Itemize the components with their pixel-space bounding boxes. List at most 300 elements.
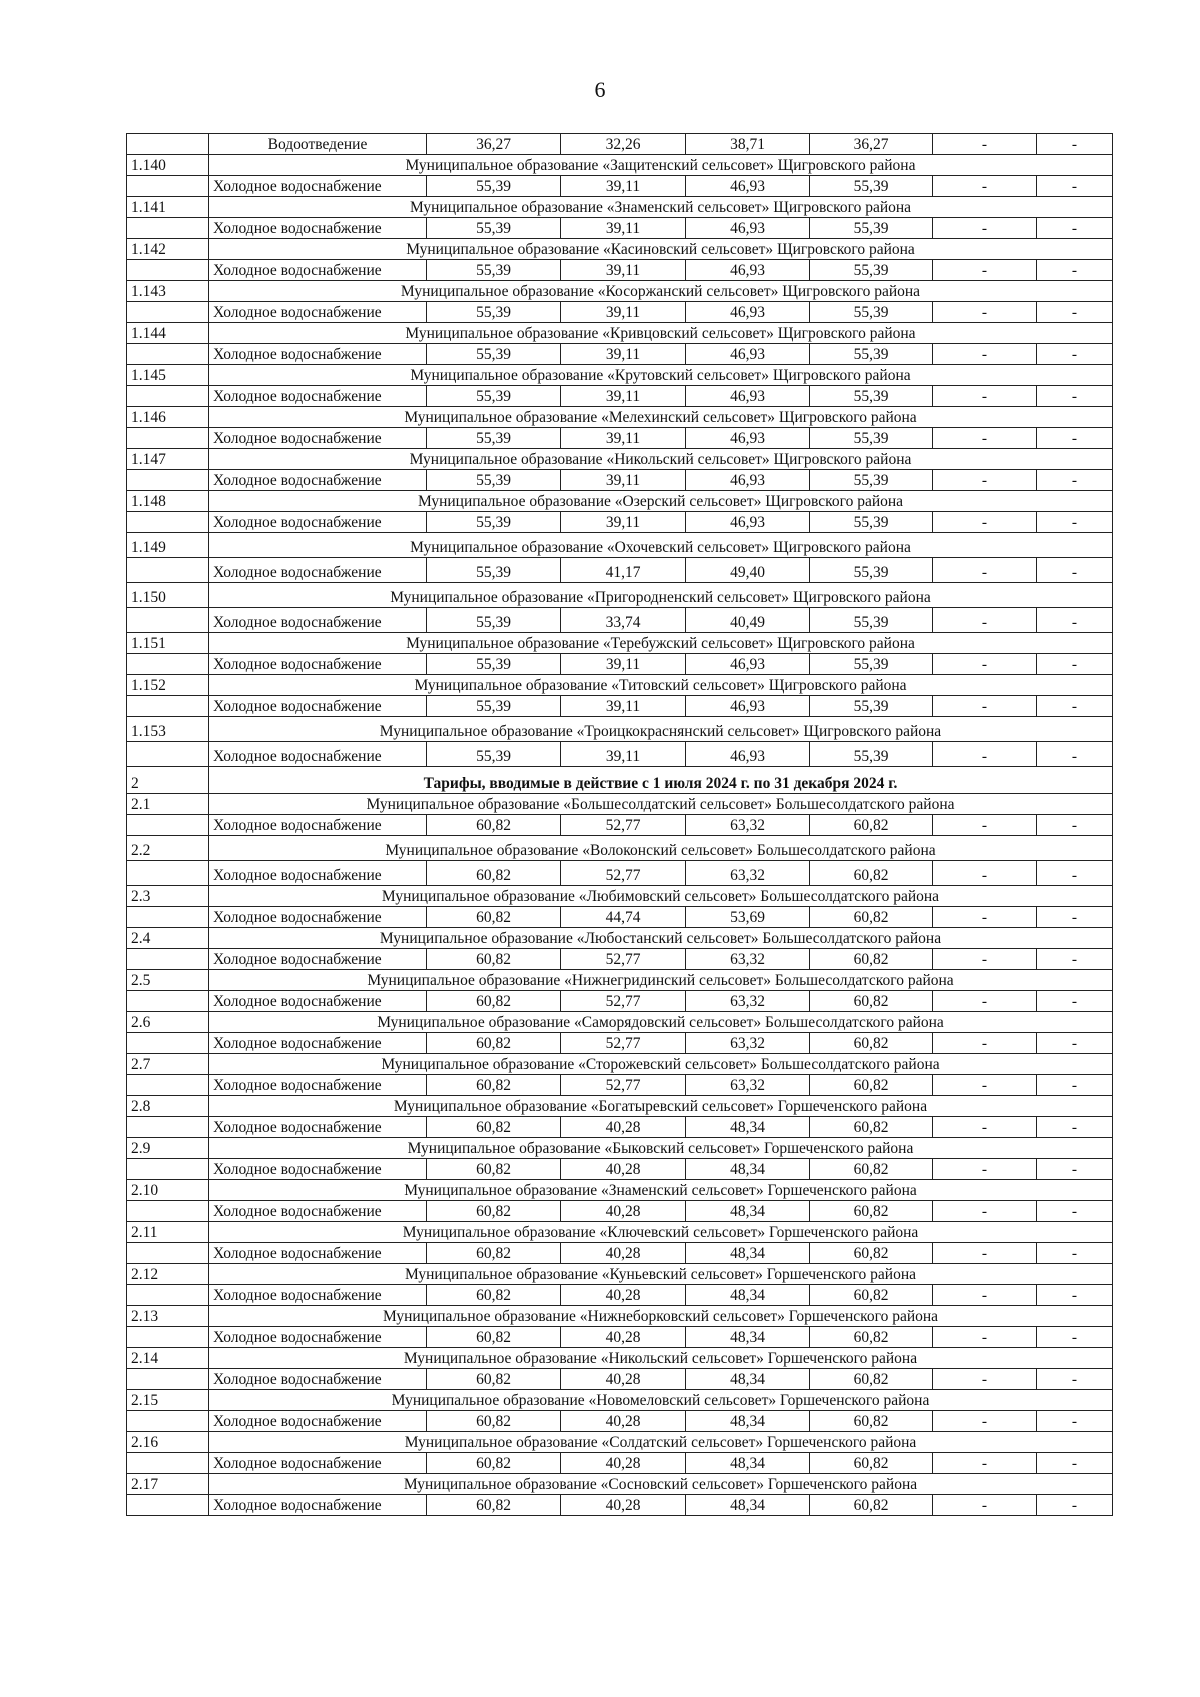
tariff-row xyxy=(127,1369,1113,1390)
municipality-title-cell: Муниципальное образование «Волоконский сельсовет» Большесолдатского района xyxy=(209,836,1113,861)
service-cell: Холодное водоснабжение xyxy=(209,176,427,197)
row-number-cell xyxy=(127,1495,209,1516)
value-cell: - xyxy=(1037,558,1113,583)
value-cell: 40,28 xyxy=(561,1369,686,1390)
row-number-cell xyxy=(127,386,209,407)
value-cell: - xyxy=(1037,991,1113,1012)
row-number-cell: 2.14 xyxy=(127,1348,209,1369)
value-cell: - xyxy=(933,302,1037,323)
value-cell: 60,82 xyxy=(427,815,561,836)
service-cell: Холодное водоснабжение xyxy=(209,512,427,533)
value-cell: 36,27 xyxy=(427,134,561,155)
tariff-row xyxy=(127,654,1113,675)
value-cell: 46,93 xyxy=(686,470,810,491)
municipality-title-cell: Муниципальное образование «Озерский сельсовет» Щигровского района xyxy=(209,491,1113,512)
service-cell: Холодное водоснабжение xyxy=(209,470,427,491)
value-cell: 60,82 xyxy=(810,1243,933,1264)
municipality-heading-row xyxy=(127,239,1113,260)
value-cell: - xyxy=(1037,512,1113,533)
municipality-title-cell: Муниципальное образование «Касиновский сельсовет» Щигровского района xyxy=(209,239,1113,260)
value-cell: 46,93 xyxy=(686,302,810,323)
value-cell: 46,93 xyxy=(686,176,810,197)
municipality-title-cell: Муниципальное образование «Любимовский сельсовет» Большесолдатского района xyxy=(209,886,1113,907)
value-cell: 46,93 xyxy=(686,386,810,407)
tariff-row xyxy=(127,512,1113,533)
tariff-row xyxy=(127,1495,1113,1516)
tariff-row xyxy=(127,608,1113,633)
value-cell: - xyxy=(1037,1285,1113,1306)
service-cell: Холодное водоснабжение xyxy=(209,742,427,767)
tariff-row xyxy=(127,344,1113,365)
value-cell: - xyxy=(933,907,1037,928)
municipality-title-cell: Муниципальное образование «Быковский сельсовет» Горшеченского района xyxy=(209,1138,1113,1159)
value-cell: - xyxy=(933,386,1037,407)
value-cell: - xyxy=(933,260,1037,281)
value-cell: - xyxy=(933,558,1037,583)
value-cell: - xyxy=(1037,260,1113,281)
value-cell: 39,11 xyxy=(561,176,686,197)
municipality-title-cell: Муниципальное образование «Титовский сельсовет» Щигровского района xyxy=(209,675,1113,696)
value-cell: - xyxy=(933,1369,1037,1390)
row-number-cell: 2.5 xyxy=(127,970,209,991)
value-cell: 60,82 xyxy=(810,1285,933,1306)
value-cell: 55,39 xyxy=(810,470,933,491)
value-cell: - xyxy=(1037,1201,1113,1222)
value-cell: 39,11 xyxy=(561,428,686,449)
value-cell: - xyxy=(1037,696,1113,717)
value-cell: - xyxy=(933,1159,1037,1180)
value-cell: 55,39 xyxy=(427,260,561,281)
value-cell: 40,28 xyxy=(561,1201,686,1222)
value-cell: 46,93 xyxy=(686,428,810,449)
municipality-heading-row xyxy=(127,1432,1113,1453)
value-cell: - xyxy=(1037,302,1113,323)
service-cell: Холодное водоснабжение xyxy=(209,558,427,583)
value-cell: 60,82 xyxy=(427,1201,561,1222)
value-cell: - xyxy=(1037,1243,1113,1264)
value-cell: - xyxy=(933,134,1037,155)
value-cell: 44,74 xyxy=(561,907,686,928)
service-cell: Холодное водоснабжение xyxy=(209,991,427,1012)
value-cell: - xyxy=(1037,907,1113,928)
municipality-title-cell: Муниципальное образование «Пригородненский сельсовет» Щигровского района xyxy=(209,583,1113,608)
value-cell: 55,39 xyxy=(810,218,933,239)
municipality-heading-row xyxy=(127,1264,1113,1285)
tariff-row xyxy=(127,386,1113,407)
value-cell: - xyxy=(1037,1075,1113,1096)
value-cell: 48,34 xyxy=(686,1411,810,1432)
service-cell: Холодное водоснабжение xyxy=(209,1117,427,1138)
tariff-row xyxy=(127,815,1113,836)
municipality-title-cell: Муниципальное образование «Знаменский сельсовет» Щигровского района xyxy=(209,197,1113,218)
section-title-cell: Тарифы, вводимые в действие с 1 июля 2024 г. по 31 декабря 2024 г. xyxy=(209,767,1113,794)
municipality-heading-row xyxy=(127,323,1113,344)
municipality-heading-row xyxy=(127,1096,1113,1117)
value-cell: 55,39 xyxy=(427,470,561,491)
value-cell: 52,77 xyxy=(561,1075,686,1096)
municipality-heading-row xyxy=(127,717,1113,742)
value-cell: 60,82 xyxy=(810,1033,933,1054)
municipality-title-cell: Муниципальное образование «Крутовский сельсовет» Щигровского района xyxy=(209,365,1113,386)
tariff-row xyxy=(127,907,1113,928)
value-cell: - xyxy=(1037,815,1113,836)
value-cell: 39,11 xyxy=(561,470,686,491)
value-cell: 39,11 xyxy=(561,654,686,675)
tariff-row xyxy=(127,1033,1113,1054)
tariff-row xyxy=(127,1285,1113,1306)
value-cell: 40,28 xyxy=(561,1453,686,1474)
value-cell: - xyxy=(933,608,1037,633)
value-cell: 55,39 xyxy=(810,696,933,717)
tariff-row xyxy=(127,1411,1113,1432)
value-cell: 48,34 xyxy=(686,1243,810,1264)
municipality-title-cell: Муниципальное образование «Кривцовский сельсовет» Щигровского района xyxy=(209,323,1113,344)
value-cell: - xyxy=(933,470,1037,491)
row-number-cell: 1.153 xyxy=(127,717,209,742)
value-cell: - xyxy=(1037,134,1113,155)
value-cell: - xyxy=(933,428,1037,449)
municipality-heading-row xyxy=(127,675,1113,696)
value-cell: - xyxy=(933,861,1037,886)
tariff-row xyxy=(127,1159,1113,1180)
value-cell: 40,28 xyxy=(561,1495,686,1516)
row-number-cell: 2.11 xyxy=(127,1222,209,1243)
value-cell: 52,77 xyxy=(561,949,686,970)
row-number-cell xyxy=(127,512,209,533)
value-cell: 55,39 xyxy=(810,654,933,675)
row-number-cell: 2.17 xyxy=(127,1474,209,1495)
value-cell: 60,82 xyxy=(427,1075,561,1096)
municipality-heading-row xyxy=(127,1474,1113,1495)
value-cell: - xyxy=(1037,1117,1113,1138)
row-number-cell xyxy=(127,1159,209,1180)
row-number-cell: 1.152 xyxy=(127,675,209,696)
tariff-row xyxy=(127,218,1113,239)
tariff-table xyxy=(126,133,1113,1516)
municipality-title-cell: Муниципальное образование «Косоржанский сельсовет» Щигровского района xyxy=(209,281,1113,302)
value-cell: 39,11 xyxy=(561,742,686,767)
row-number-cell: 1.149 xyxy=(127,533,209,558)
row-number-cell: 1.141 xyxy=(127,197,209,218)
value-cell: 33,74 xyxy=(561,608,686,633)
row-number-cell: 1.148 xyxy=(127,491,209,512)
row-number-cell: 2.9 xyxy=(127,1138,209,1159)
row-number-cell: 1.142 xyxy=(127,239,209,260)
value-cell: - xyxy=(933,1453,1037,1474)
value-cell: - xyxy=(1037,608,1113,633)
service-cell: Холодное водоснабжение xyxy=(209,1495,427,1516)
value-cell: - xyxy=(1037,1495,1113,1516)
value-cell: 46,93 xyxy=(686,742,810,767)
value-cell: 60,82 xyxy=(427,1243,561,1264)
value-cell: 60,82 xyxy=(427,1369,561,1390)
value-cell: 48,34 xyxy=(686,1201,810,1222)
value-cell: 60,82 xyxy=(810,1075,933,1096)
value-cell: 52,77 xyxy=(561,991,686,1012)
municipality-heading-row xyxy=(127,197,1113,218)
value-cell: 46,93 xyxy=(686,344,810,365)
row-number-cell: 1.145 xyxy=(127,365,209,386)
service-cell: Холодное водоснабжение xyxy=(209,386,427,407)
row-number-cell xyxy=(127,1243,209,1264)
value-cell: - xyxy=(933,742,1037,767)
value-cell: 39,11 xyxy=(561,302,686,323)
tariff-row xyxy=(127,1201,1113,1222)
row-number-cell xyxy=(127,260,209,281)
value-cell: 60,82 xyxy=(427,949,561,970)
municipality-heading-row xyxy=(127,1054,1113,1075)
value-cell: - xyxy=(1037,861,1113,886)
value-cell: 32,26 xyxy=(561,134,686,155)
table-row-first xyxy=(127,134,1113,155)
row-number-cell: 1.150 xyxy=(127,583,209,608)
value-cell: 55,39 xyxy=(810,428,933,449)
row-number-cell xyxy=(127,302,209,323)
value-cell: 60,82 xyxy=(810,1159,933,1180)
value-cell: - xyxy=(1037,386,1113,407)
row-number-cell xyxy=(127,742,209,767)
row-number-cell: 1.146 xyxy=(127,407,209,428)
value-cell: 55,39 xyxy=(810,386,933,407)
value-cell: 63,32 xyxy=(686,861,810,886)
value-cell: 55,39 xyxy=(427,654,561,675)
value-cell: 40,28 xyxy=(561,1285,686,1306)
municipality-heading-row xyxy=(127,1180,1113,1201)
tariff-row xyxy=(127,742,1113,767)
service-cell: Холодное водоснабжение xyxy=(209,608,427,633)
value-cell: 60,82 xyxy=(810,907,933,928)
tariff-row xyxy=(127,991,1113,1012)
row-number-cell xyxy=(127,608,209,633)
municipality-heading-row xyxy=(127,583,1113,608)
value-cell: 55,39 xyxy=(810,344,933,365)
municipality-title-cell: Муниципальное образование «Ключевский сельсовет» Горшеченского района xyxy=(209,1222,1113,1243)
row-number-cell xyxy=(127,907,209,928)
value-cell: - xyxy=(1037,1159,1113,1180)
row-number-cell: 2.15 xyxy=(127,1390,209,1411)
row-number-cell: 2.16 xyxy=(127,1432,209,1453)
row-number-cell xyxy=(127,1075,209,1096)
value-cell: 55,39 xyxy=(427,428,561,449)
value-cell: - xyxy=(933,1243,1037,1264)
value-cell: 39,11 xyxy=(561,218,686,239)
municipality-title-cell: Муниципальное образование «Саморядовский сельсовет» Большесолдатского района xyxy=(209,1012,1113,1033)
municipality-heading-row xyxy=(127,449,1113,470)
value-cell: 52,77 xyxy=(561,815,686,836)
value-cell: - xyxy=(933,1285,1037,1306)
row-number-cell xyxy=(127,654,209,675)
value-cell: 60,82 xyxy=(810,1495,933,1516)
service-cell: Холодное водоснабжение xyxy=(209,1075,427,1096)
service-cell: Холодное водоснабжение xyxy=(209,1033,427,1054)
tariff-row xyxy=(127,302,1113,323)
row-number-cell: 2.4 xyxy=(127,928,209,949)
value-cell: 40,28 xyxy=(561,1327,686,1348)
value-cell: 60,82 xyxy=(427,1033,561,1054)
value-cell: 48,34 xyxy=(686,1327,810,1348)
value-cell: 55,39 xyxy=(427,386,561,407)
value-cell: - xyxy=(933,1117,1037,1138)
row-number-cell xyxy=(127,1285,209,1306)
service-cell: Холодное водоснабжение xyxy=(209,218,427,239)
value-cell: 55,39 xyxy=(427,742,561,767)
municipality-heading-row xyxy=(127,1390,1113,1411)
row-number-cell xyxy=(127,1411,209,1432)
value-cell: 60,82 xyxy=(427,1159,561,1180)
municipality-heading-row xyxy=(127,491,1113,512)
municipality-heading-row xyxy=(127,281,1113,302)
row-number-cell xyxy=(127,218,209,239)
tariff-row xyxy=(127,696,1113,717)
value-cell: - xyxy=(1037,1453,1113,1474)
value-cell: 52,77 xyxy=(561,861,686,886)
value-cell: - xyxy=(933,654,1037,675)
row-number-cell xyxy=(127,815,209,836)
service-cell: Холодное водоснабжение xyxy=(209,949,427,970)
value-cell: 48,34 xyxy=(686,1453,810,1474)
row-number-cell: 2.8 xyxy=(127,1096,209,1117)
row-number-cell xyxy=(127,949,209,970)
value-cell: 39,11 xyxy=(561,260,686,281)
tariff-row xyxy=(127,470,1113,491)
tariff-row xyxy=(127,1453,1113,1474)
row-number-cell: 2.2 xyxy=(127,836,209,861)
value-cell: - xyxy=(1037,218,1113,239)
value-cell: - xyxy=(933,1075,1037,1096)
value-cell: - xyxy=(1037,1327,1113,1348)
value-cell: 55,39 xyxy=(427,218,561,239)
tariff-row xyxy=(127,1075,1113,1096)
municipality-title-cell: Муниципальное образование «Солдатский сельсовет» Горшеченского района xyxy=(209,1432,1113,1453)
value-cell: - xyxy=(1037,470,1113,491)
row-number-cell xyxy=(127,558,209,583)
value-cell: 60,82 xyxy=(810,1117,933,1138)
value-cell: 52,77 xyxy=(561,1033,686,1054)
value-cell: 60,82 xyxy=(427,907,561,928)
row-number-cell xyxy=(127,861,209,886)
value-cell: 55,39 xyxy=(810,260,933,281)
value-cell: 46,93 xyxy=(686,260,810,281)
value-cell: 60,82 xyxy=(810,991,933,1012)
value-cell: 60,82 xyxy=(810,861,933,886)
row-number-cell xyxy=(127,344,209,365)
value-cell: - xyxy=(933,344,1037,365)
value-cell: 39,11 xyxy=(561,344,686,365)
service-cell: Холодное водоснабжение xyxy=(209,1327,427,1348)
value-cell: 60,82 xyxy=(427,1117,561,1138)
value-cell: - xyxy=(933,949,1037,970)
value-cell: 53,69 xyxy=(686,907,810,928)
municipality-heading-row xyxy=(127,155,1113,176)
value-cell: 55,39 xyxy=(427,176,561,197)
value-cell: - xyxy=(933,696,1037,717)
value-cell: 46,93 xyxy=(686,654,810,675)
service-cell: Холодное водоснабжение xyxy=(209,1285,427,1306)
value-cell: - xyxy=(1037,1369,1113,1390)
row-number-cell: 2.10 xyxy=(127,1180,209,1201)
value-cell: 55,39 xyxy=(810,176,933,197)
row-number-cell: 2.6 xyxy=(127,1012,209,1033)
municipality-title-cell: Муниципальное образование «Большесолдатский сельсовет» Большесолдатского района xyxy=(209,794,1113,815)
value-cell: 60,82 xyxy=(427,861,561,886)
value-cell: 60,82 xyxy=(810,1453,933,1474)
service-cell: Холодное водоснабжение xyxy=(209,696,427,717)
tariff-row xyxy=(127,861,1113,886)
value-cell: - xyxy=(933,1495,1037,1516)
tariff-row xyxy=(127,1117,1113,1138)
service-cell: Холодное водоснабжение xyxy=(209,1159,427,1180)
municipality-heading-row xyxy=(127,836,1113,861)
value-cell: 55,39 xyxy=(427,512,561,533)
value-cell: 55,39 xyxy=(810,512,933,533)
tariff-row xyxy=(127,558,1113,583)
tariff-row xyxy=(127,176,1113,197)
value-cell: 39,11 xyxy=(561,512,686,533)
municipality-title-cell: Муниципальное образование «Защитенский сельсовет» Щигровского района xyxy=(209,155,1113,176)
tariff-row xyxy=(127,428,1113,449)
value-cell: 40,28 xyxy=(561,1411,686,1432)
value-cell: - xyxy=(933,176,1037,197)
municipality-heading-row xyxy=(127,794,1113,815)
municipality-title-cell: Муниципальное образование «Мелехинский сельсовет» Щигровского района xyxy=(209,407,1113,428)
municipality-heading-row xyxy=(127,365,1113,386)
row-number-cell: 1.143 xyxy=(127,281,209,302)
value-cell: 39,11 xyxy=(561,386,686,407)
value-cell: 55,39 xyxy=(427,558,561,583)
service-cell: Холодное водоснабжение xyxy=(209,428,427,449)
tariff-row xyxy=(127,949,1113,970)
value-cell: 55,39 xyxy=(810,742,933,767)
value-cell: 49,40 xyxy=(686,558,810,583)
value-cell: 55,39 xyxy=(427,344,561,365)
value-cell: 39,11 xyxy=(561,696,686,717)
service-cell: Холодное водоснабжение xyxy=(209,302,427,323)
row-number-cell: 2.12 xyxy=(127,1264,209,1285)
municipality-title-cell: Муниципальное образование «Охочевский сельсовет» Щигровского района xyxy=(209,533,1113,558)
tariff-row xyxy=(127,260,1113,281)
value-cell: 63,32 xyxy=(686,815,810,836)
value-cell: 63,32 xyxy=(686,949,810,970)
row-number-cell xyxy=(127,1033,209,1054)
value-cell: 60,82 xyxy=(810,1201,933,1222)
value-cell: - xyxy=(933,1411,1037,1432)
value-cell: 40,49 xyxy=(686,608,810,633)
section-heading-row xyxy=(127,767,1113,794)
service-cell: Холодное водоснабжение xyxy=(209,1411,427,1432)
service-cell: Холодное водоснабжение xyxy=(209,815,427,836)
municipality-title-cell: Муниципальное образование «Никольский сельсовет» Щигровского района xyxy=(209,449,1113,470)
row-number-cell xyxy=(127,134,209,155)
row-number-cell xyxy=(127,1201,209,1222)
value-cell: 48,34 xyxy=(686,1117,810,1138)
value-cell: 38,71 xyxy=(686,134,810,155)
municipality-heading-row xyxy=(127,1012,1113,1033)
row-number-cell xyxy=(127,1327,209,1348)
value-cell: - xyxy=(933,512,1037,533)
municipality-title-cell: Муниципальное образование «Нижнеборковский сельсовет» Горшеченского района xyxy=(209,1306,1113,1327)
municipality-heading-row xyxy=(127,1348,1113,1369)
row-number-cell: 1.144 xyxy=(127,323,209,344)
service-cell: Холодное водоснабжение xyxy=(209,654,427,675)
value-cell: - xyxy=(933,1201,1037,1222)
municipality-heading-row xyxy=(127,407,1113,428)
value-cell: 55,39 xyxy=(427,696,561,717)
municipality-title-cell: Муниципальное образование «Новомеловский сельсовет» Горшеченского района xyxy=(209,1390,1113,1411)
value-cell: 55,39 xyxy=(810,558,933,583)
value-cell: - xyxy=(933,218,1037,239)
value-cell: 48,34 xyxy=(686,1495,810,1516)
value-cell: 60,82 xyxy=(810,1327,933,1348)
